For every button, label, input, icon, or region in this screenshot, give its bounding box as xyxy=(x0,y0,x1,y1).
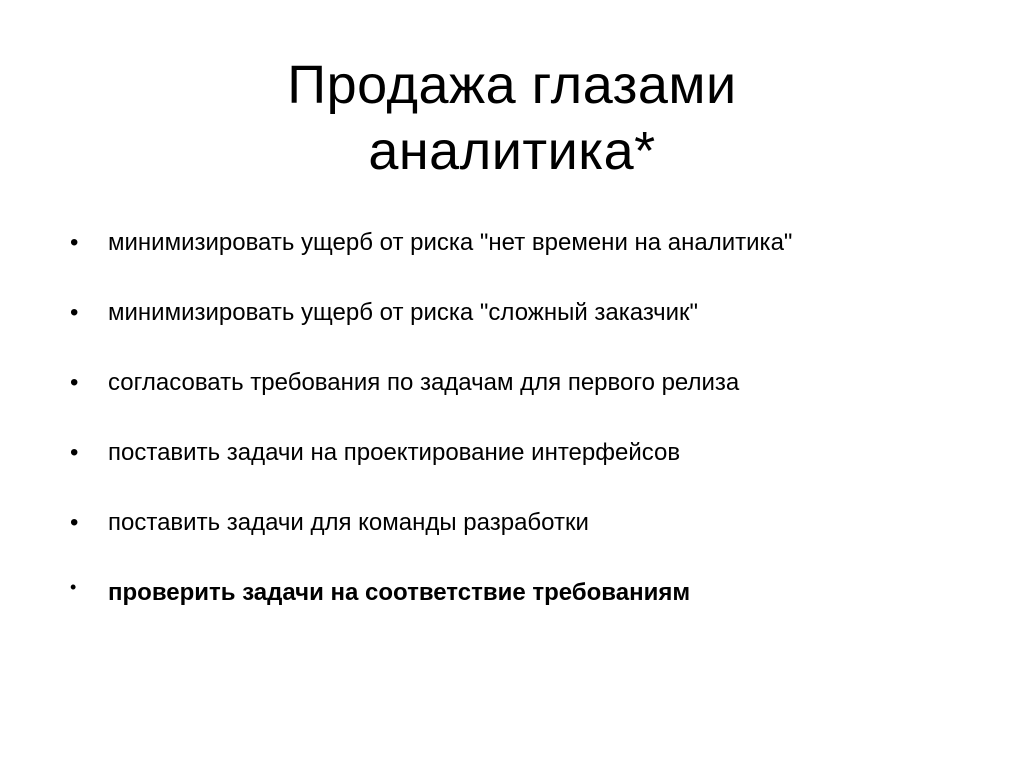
bullet-dot-icon: • xyxy=(70,577,77,597)
bullet-dot-icon: • xyxy=(70,439,79,466)
slide-title xyxy=(0,52,1024,184)
bullet-dot-icon: • xyxy=(70,369,79,396)
bullet-text: минимизировать ущерб от риска "нет времени на аналитика" xyxy=(108,229,793,256)
slide-title-line-2: аналитика* xyxy=(368,121,656,181)
bullet-text: согласовать требования по задачам для первого релиза xyxy=(108,369,740,396)
bullet-dot-icon: • xyxy=(70,299,79,326)
slide-title-line-1: Продажа глазами xyxy=(287,55,737,115)
bullet-dot-icon: • xyxy=(70,509,79,536)
bullet-text: минимизировать ущерб от риска "сложный заказчик" xyxy=(108,299,699,326)
bullet-text: поставить задачи для команды разработки xyxy=(108,509,589,536)
bullet-dot-icon: • xyxy=(70,229,79,256)
bullet-text: поставить задачи на проектирование интерфейсов xyxy=(108,439,681,466)
bullet-text: проверить задачи на соответствие требованиям xyxy=(108,579,691,606)
